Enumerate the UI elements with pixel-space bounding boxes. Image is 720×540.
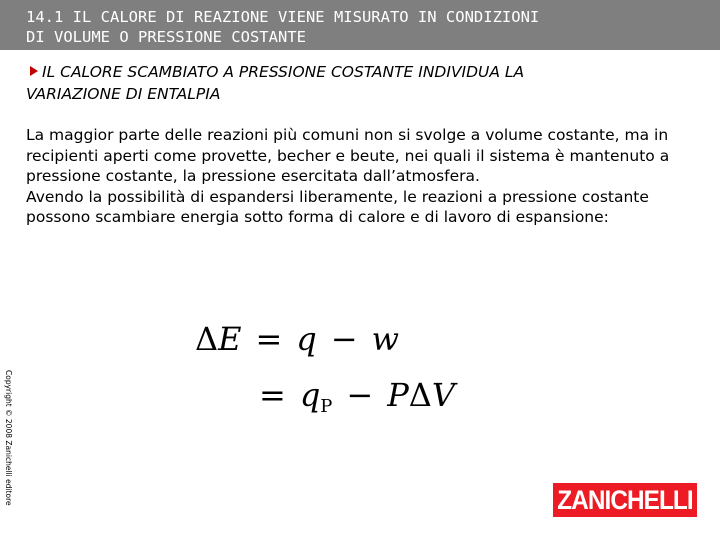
paragraph-2: Avendo la possibilità di espandersi liberamente, le reazioni a pressione costante possono scambiare energia sotto forma di calore e di lavoro di espansione: <box>26 187 649 226</box>
chapter-number: 14.1 <box>26 8 64 26</box>
heat-symbol: q <box>296 320 317 358</box>
subtitle-line-1: IL CALORE SCAMBIATO A PRESSIONE COSTANTE INDIVIDUA LA <box>42 63 525 81</box>
heat-symbol: q <box>299 376 321 414</box>
pressure-subscript: P <box>320 396 333 417</box>
minus-sign: − <box>346 376 374 414</box>
subtitle-line-2: VARIAZIONE DI ENTALPIA <box>26 85 221 103</box>
energy-symbol: E <box>218 320 242 358</box>
delta-symbol: Δ <box>195 320 219 358</box>
slide-title <box>26 7 706 47</box>
title-line-1: IL CALORE DI REAZIONE VIENE MISURATO IN CONDIZIONI <box>63 8 540 26</box>
body-text <box>26 125 691 228</box>
publisher-logo: ZANICHELLI <box>553 483 697 517</box>
title-bar <box>0 0 720 50</box>
title-line-2: DI VOLUME O PRESSIONE COSTANTE <box>26 28 306 46</box>
equals-sign: = <box>255 320 283 358</box>
paragraph-1: La maggior parte delle reazioni più comuni non si svolge a volume costante, ma in recipienti aperti come provette, becher e beute, nei quali il sistema è mantenuto a pressione costante, la pressione esercitata dall’atmosfera. <box>26 126 670 185</box>
section-subtitle <box>26 61 706 105</box>
triangle-right-icon <box>30 66 38 76</box>
work-symbol: w <box>371 320 399 358</box>
pressure-symbol: P <box>387 376 409 414</box>
volume-symbol: V <box>431 376 455 414</box>
equation-line-2 <box>259 376 455 417</box>
delta-symbol: Δ <box>408 376 432 414</box>
minus-sign: − <box>330 320 358 358</box>
copyright-notice <box>2 370 14 506</box>
equals-sign: = <box>259 376 286 414</box>
equation-line-1 <box>195 320 399 358</box>
copyright-text: Copyright © 2008 Zanichelli editore <box>4 370 13 506</box>
